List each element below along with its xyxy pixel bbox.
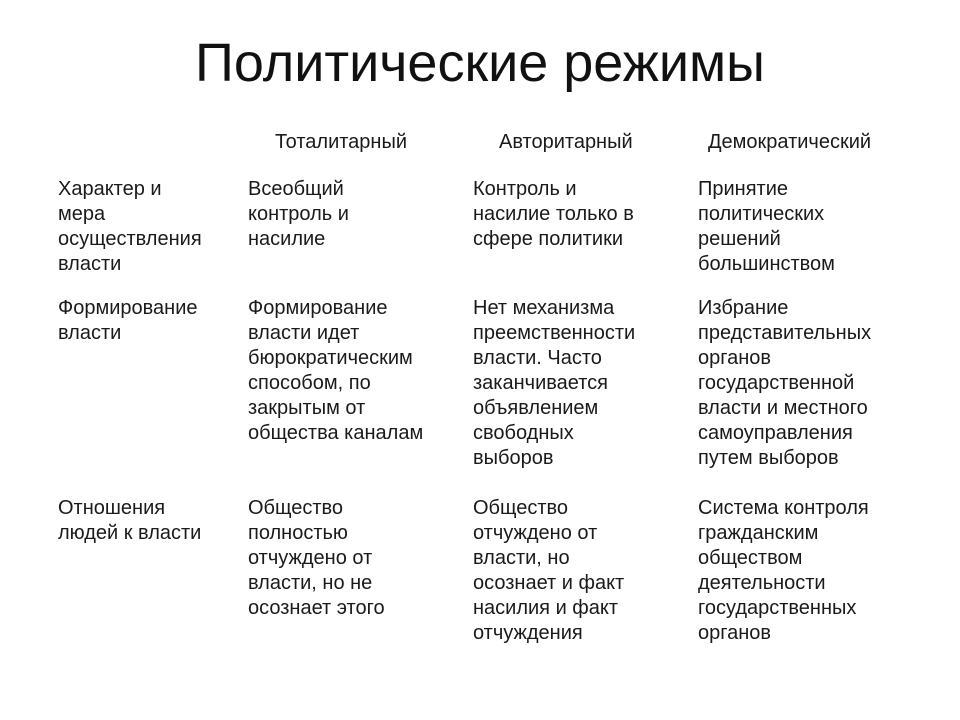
row-criterion-formation: Формирование власти bbox=[58, 297, 198, 344]
cell-totalitarian-relation: Общество полностью отчуждено от власти, но не осознает этого bbox=[248, 497, 385, 619]
cell-democratic-character: Принятие политических решений большинством bbox=[698, 178, 835, 275]
row-criterion-character: Характер и мера осуществления власти bbox=[58, 178, 202, 275]
cell-totalitarian-formation: Формирование власти идет бюрократическим способом, по закрытым от общества каналам bbox=[248, 297, 424, 444]
cell-democratic-relation: Система контроля гражданским обществом деятельности государственных органов bbox=[698, 497, 869, 644]
column-header-democratic: Демократический bbox=[708, 131, 872, 153]
column-header-totalitarian: Тоталитарный bbox=[275, 131, 408, 153]
page-title: Политические режимы bbox=[195, 33, 765, 93]
cell-democratic-formation: Избрание представительных органов государственной власти и местного самоуправления путем выборов bbox=[698, 297, 872, 469]
cell-totalitarian-character: Всеобщий контроль и насилие bbox=[248, 178, 349, 250]
cell-authoritarian-relation: Общество отчуждено от власти, но осознает и факт насилия и факт отчуждения bbox=[473, 497, 625, 644]
row-criterion-relation: Отношения людей к власти bbox=[58, 497, 202, 544]
cell-authoritarian-formation: Нет механизма преемственности власти. Часто заканчивается объявлением свободных выборов bbox=[473, 297, 636, 469]
column-header-authoritarian: Авторитарный bbox=[499, 131, 633, 153]
cell-authoritarian-character: Контроль и насилие только в сфере политики bbox=[473, 178, 634, 250]
